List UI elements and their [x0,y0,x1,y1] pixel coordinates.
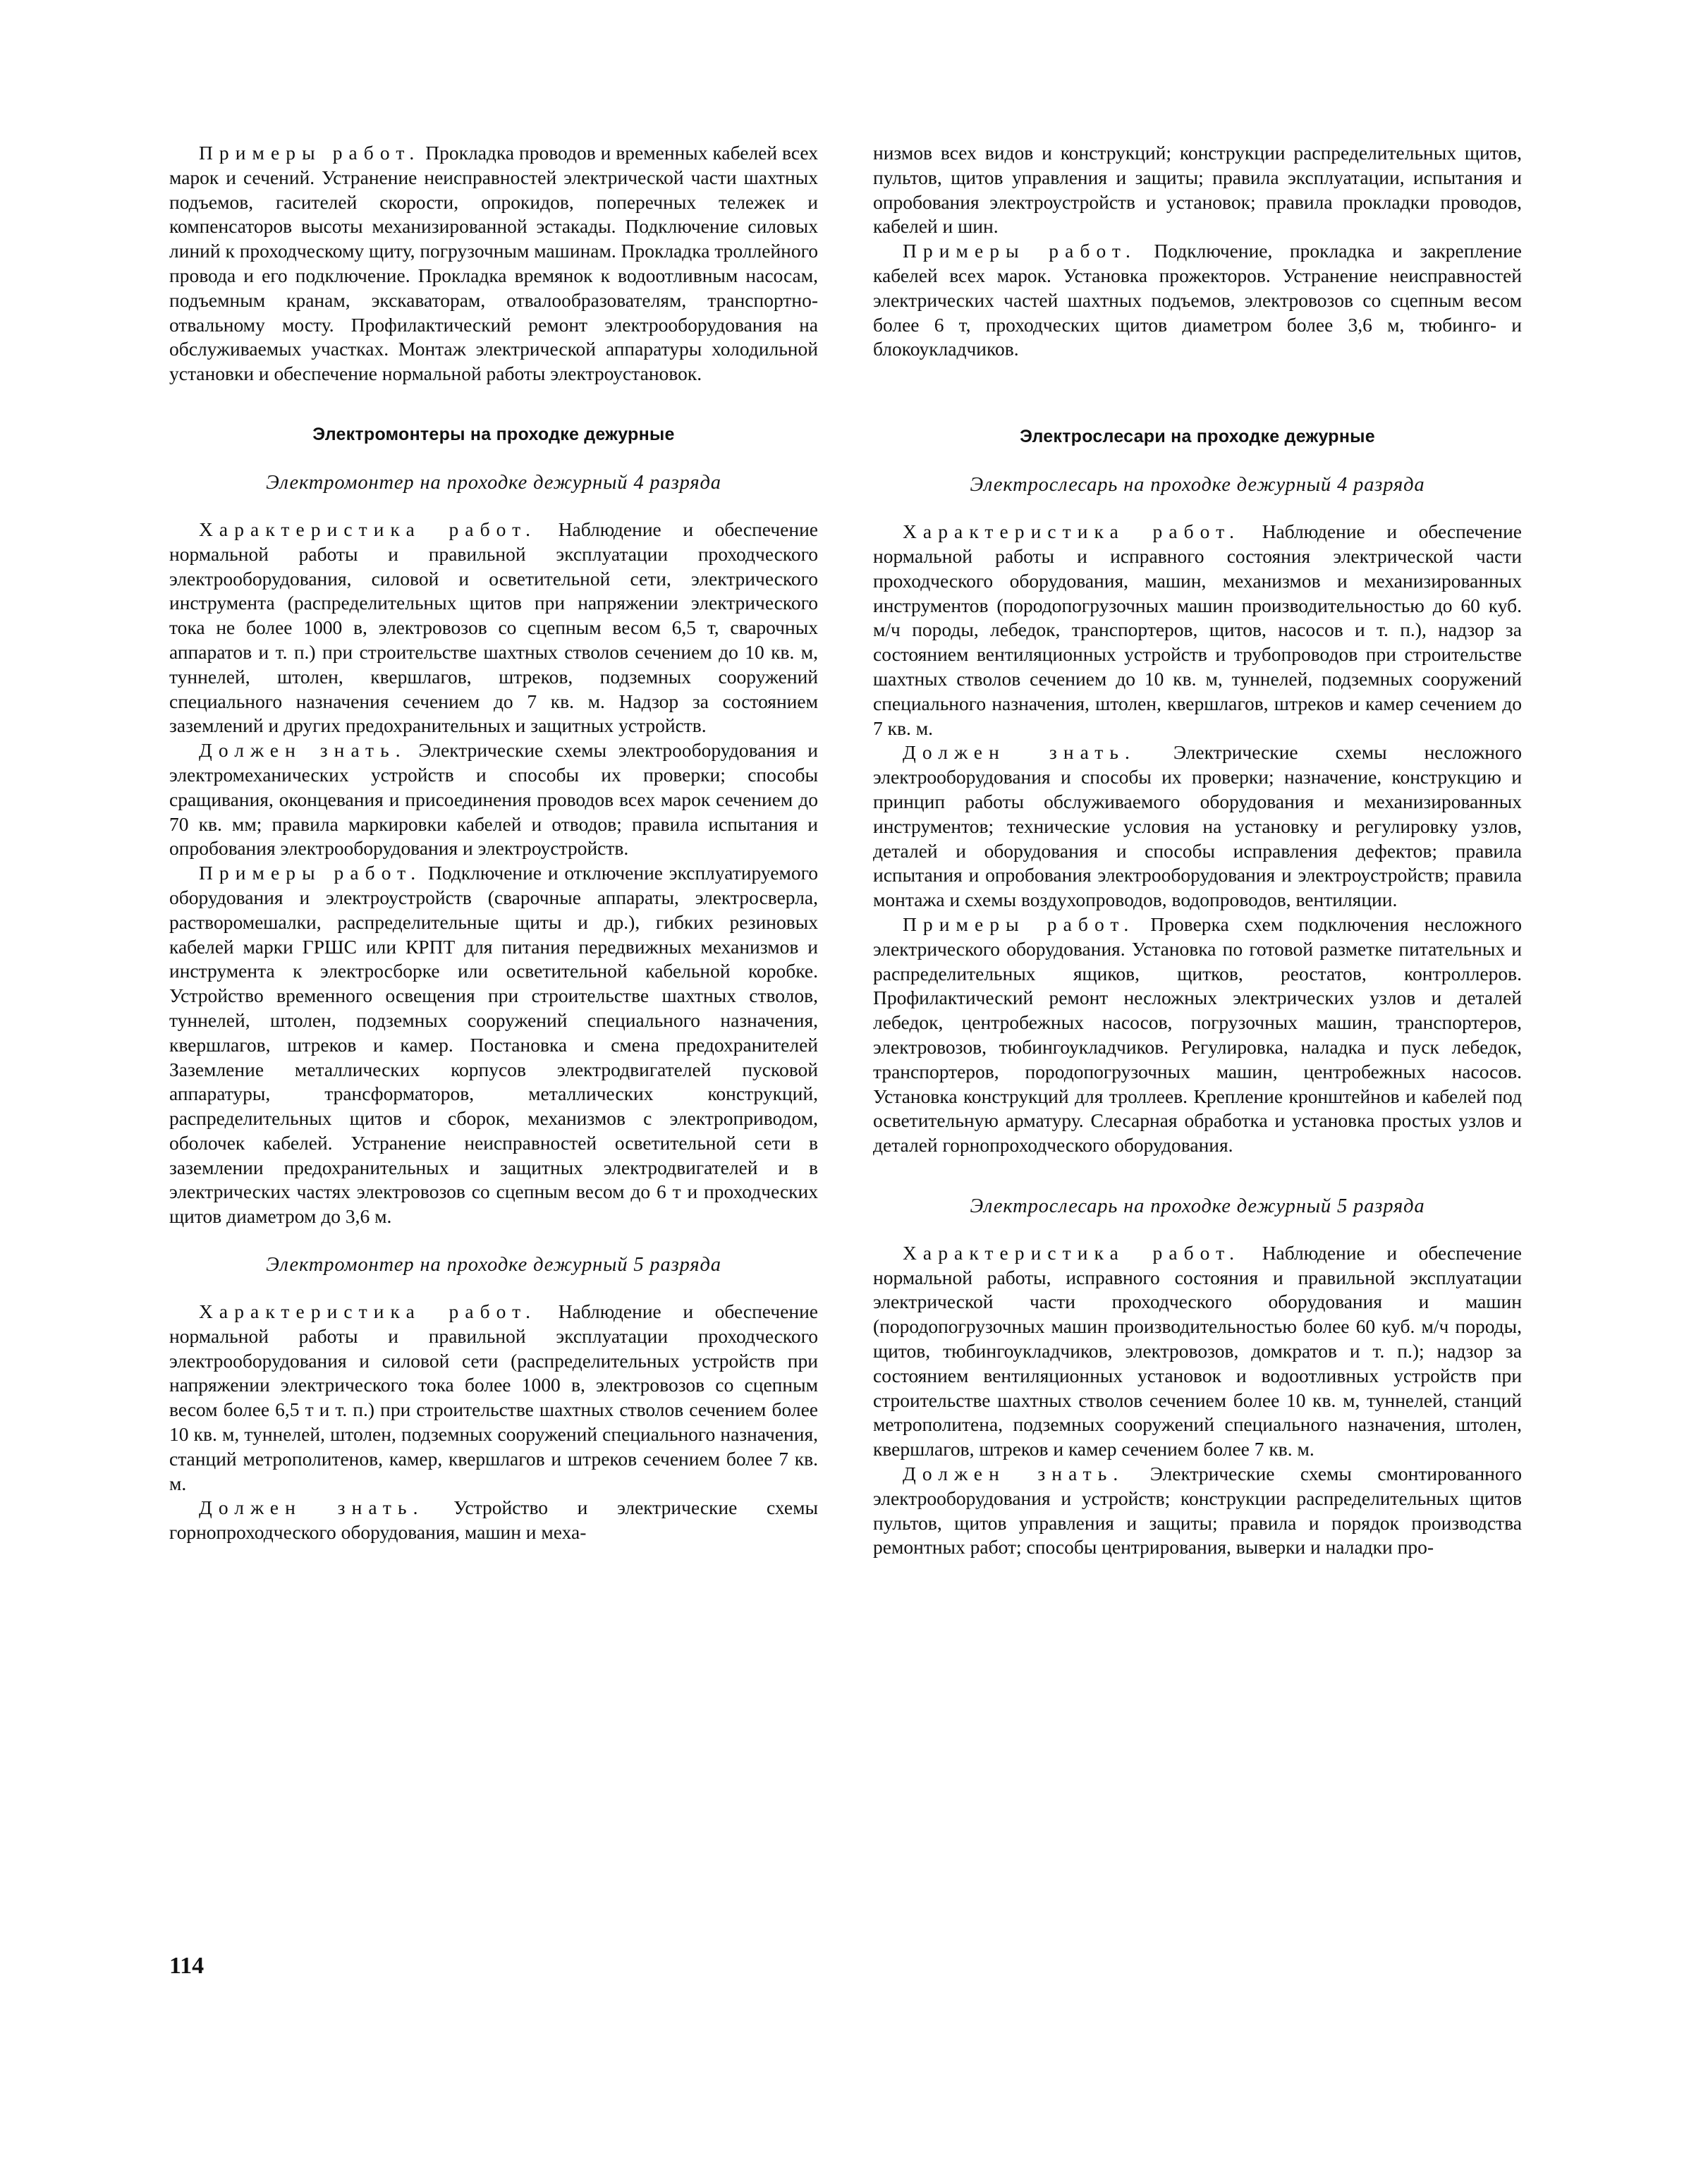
paragraph [873,1462,1522,1560]
paragraph-text: Наблюдение и обеспечение нормальной работы, исправного состояния и правильной эксплуатации электрической части проходческого оборудования и машин (породопогрузочных машин производительностью более 60 куб. м/ч породы, щитов, тюбингоукладчиков, электровозов, домкратов и т. п.); надзор за состоянием вентиляционных установок и водоотливных устройств при строительстве шахтных стволов сечением более 10 кв. м, туннелей, станций метрополитена, подземных сооружений специального назначения, штолен, квершлагов, штреков и камер сечением более 7 кв. м. [873,1241,1523,1460]
paragraph [873,1241,1522,1462]
paragraph-text: Электрические схемы несложного электрооборудования и способы их проверки; назначение, конструкцию и принцип работы обслуживаемого оборудования и механизированных инструментов; технические условия на установку и регулировку узлов, деталей и оборудования и способы исправления дефектов; правила испытания и опробования электрооборудования и электроустройств; правила монтажа и схемы воздухопроводов, водопроводов, вентиляции. [873,741,1523,911]
paragraph [169,1496,818,1545]
paragraph-lead: Должен знать. [903,1463,1125,1485]
paragraph-text: Проверка схем подключения несложного электрического оборудования. Установка по готовой разметке питательных и распределительных ящиков, щитков, реостатов, контроллеров. Профилактический ремонт несложных электрических узлов и деталей лебедок, центробежных насосов, погрузочных машин, транспортеров, электровозов, тюбингоукладчиков. Регулировка, наладка и пуск лебедок, транспортеров, породопогрузочных машин, центробежных насосов. Установка конструкций для троллеев. Крепление кронштейнов и кабелей под осветительную арматуру. Слесарная обработка и установка простых узлов и деталей горнопроходческого оборудования. [873,913,1523,1157]
paragraph [169,141,818,386]
page-number: 114 [169,1953,205,1979]
paragraph-text: Подключение, прокладка и закрепление кабелей всех марок. Установка прожекторов. Устранение неисправностей электрических частей шахтных подъемов, электровозов со сцепным весом более 6 т, проходческих щитов диаметром более 3,6 м, тюбинго- и блокоукладчиков. [873,240,1522,360]
subsection-heading: Электромонтер на проходке дежурный 5 разряда [266,1254,721,1276]
paragraph-text: Наблюдение и обеспечение нормальной работы и правильной эксплуатации проходческого электрооборудования и силовой сети (распределительных устройств при напряжении электрического тока более 1000 в, электровозов со сцепным весом более 6,5 т и т. п.) при строительстве шахтных стволов сечением более 10 кв. м, туннелей, штолен, подземных сооружений специального назначения, станций метрополитенов, камер, квершлагов и штреков сечением более 7 кв. м. [169,1300,819,1494]
paragraph-text: низмов всех видов и конструкций; конструкции распределительных щитов, пультов, щитов управления и защиты; правила эксплуатации, испытания и опробования электроустройств и установок; правила прокладки проводов, кабелей и шин. [873,142,1522,238]
paragraph [169,518,818,738]
paragraph-lead: Характеристика работ. [199,1300,537,1323]
paragraph [169,1300,818,1496]
paragraph-text: Устройство и электрические схемы горнопроходческого оборудования, машин и меха- [169,1496,819,1544]
subsection-heading: Электромонтер на проходке дежурный 4 разряда [266,471,721,494]
paragraph-lead: Примеры работ. [903,240,1137,262]
paragraph-continuation [873,141,1522,239]
paragraph-text: Электрические схемы смонтированного электрооборудования и устройств; конструкции распределительных щитов пультов, щитов управления и защиты; правила и порядок производства ремонтных работ; способы центрирования, выверки и наладки про- [873,1463,1522,1559]
paragraph-lead: Примеры работ. [199,862,422,884]
paragraph-lead: Характеристика работ. [903,1241,1241,1264]
paragraph [169,738,818,861]
section-heading: Электрослесари на проходке дежурные [1020,427,1375,447]
paragraph-lead: Должен знать. [903,741,1136,764]
paragraph-lead: Характеристика работ. [903,520,1241,543]
paragraph-lead: Должен знать. [199,1496,425,1519]
subsection-heading: Электрослесарь на проходке дежурный 4 разряда [970,474,1425,496]
paragraph-lead: Примеры работ. [903,913,1135,935]
paragraph [873,239,1522,362]
subsection-heading: Электрослесарь на проходке дежурный 5 разряда [970,1195,1425,1217]
paragraph [169,861,818,1229]
paragraph [873,913,1522,1158]
left-column [169,141,818,1545]
paragraph [873,520,1522,740]
right-column [873,141,1522,1560]
paragraph-lead: Примеры работ. [199,142,421,164]
paragraph-text: Наблюдение и обеспечение нормальной работы и исправного состояния электрической части проходческого оборудования, машин, механизмов и механизированных инструментов (породопогрузочных машин производительностью до 60 куб. м/ч породы, лебедок, транспортеров, щитов, насосов и т. п.), надзор за состоянием вентиляционных устройств и трубопроводов при строительстве шахтных стволов сечением до 10 кв. м, туннелей, подземных сооружений специального назначения, штолен, квершлагов, штреков и камер сечением до 7 кв. м. [873,520,1523,739]
paragraph-text: Наблюдение и обеспечение нормальной работы и правильной эксплуатации проходческого электрооборудования, силовой и осветительной сети, электрического инструмента (распределительных щитов при напряжении электрического тока не более 1000 в, электровозов со сцепным весом 6,5 т, сварочных аппаратов и т. п.) при строительстве шахтных стволов сечением до 10 кв. м, туннелей, штолен, квершлагов, штреков, подземных сооружений специального назначения сечением до 7 кв. м. Надзор за состоянием заземлений и других предохранительных и защитных устройств. [169,518,819,737]
paragraph-text: Электрические схемы электрооборудования и электромеханических устройств и способы их проверки; способы сращивания, оконцевания и присоединения проводов всех марок сечением до 70 кв. мм; правила маркировки кабелей и отводов; правила испытания и опробования электрооборудования и электроустройств. [169,739,818,860]
section-heading: Электромонтеры на проходке дежурные [312,424,675,444]
paragraph-text: Подключение и отключение эксплуатируемого оборудования и электроустройств (сварочные аппараты, электросверла, растворомешалки, распределительные щиты и др.), гибких резиновых кабелей марки ГРШС или КРПТ для питания передвижных механизмов и инструмента к электросборке или осветительной кабельной коробке. Устройство временного освещения при строительстве шахтных стволов, туннелей, штолен, подземных сооружений специального назначения, квершлагов, штреков и камер. Постановка и смена предохранителей Заземление металлических корпусов электродвигателей пусковой аппаратуры, трансформаторов, металлических конструкций, распределительных щитов и сборок, механизмов с электроприводом, оболочек кабелей. Устранение неисправностей осветительной сети в заземлении предохранительных и защитных электродвигателей и в электрических частях электровозов со сцепным весом до 6 т и проходческих щитов диаметром до 3,6 м. [169,862,819,1228]
paragraph-lead: Должен знать. [199,739,407,762]
paragraph [873,740,1522,913]
paragraph-lead: Характеристика работ. [199,518,537,540]
paragraph-text: Прокладка проводов и временных кабелей всех марок и сечений. Устранение неисправностей электрической части шахтных подъемов, гасителей скорости, опрокидов, поперечных тележек и компенсаторов высоты механизированной эстакады. Подключение силовых линий к проходческому щиту, погрузочным машинам. Прокладка троллейного провода и его подключение. Прокладка времянок к водоотливным насосам, подъемным кранам, экскаваторам, отвалообразователям, транспортно-отвальному мосту. Профилактический ремонт электрооборудования на обслуживаемых участках. Монтаж электрической аппаратуры холодильной установки и обеспечение нормальной работы электроустановок. [169,142,819,385]
